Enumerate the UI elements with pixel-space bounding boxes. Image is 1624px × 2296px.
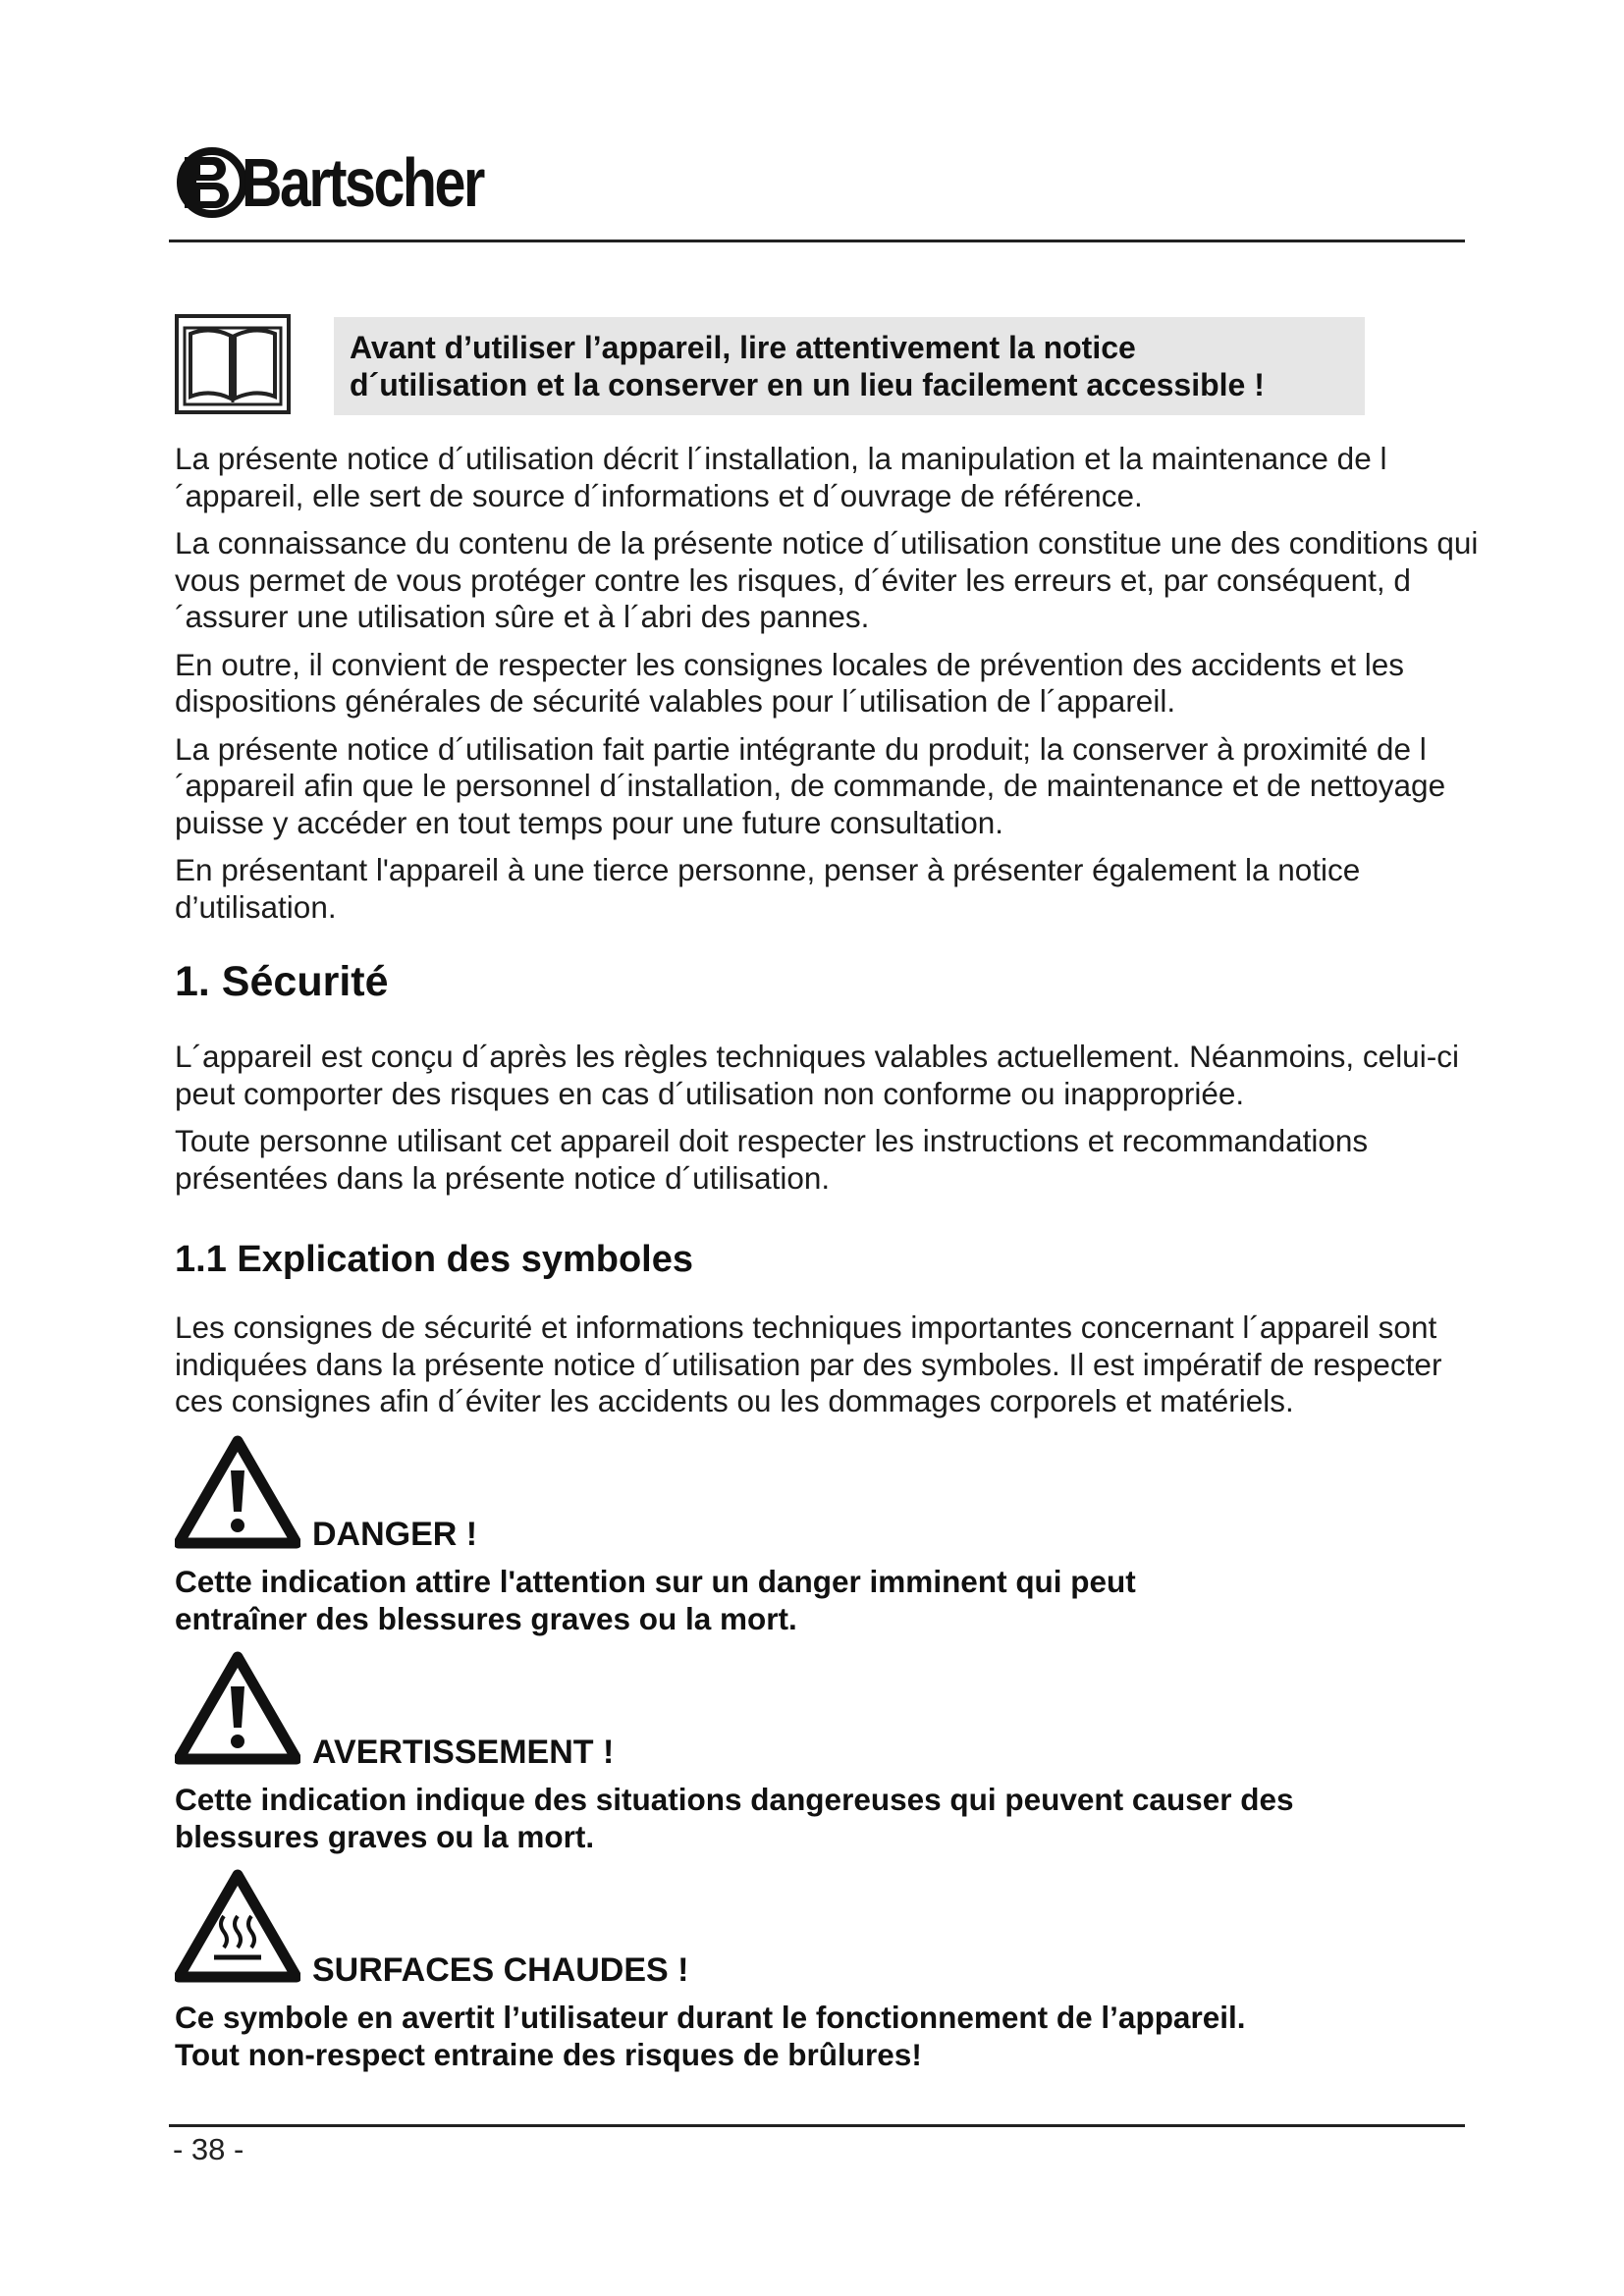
read-manual-notice [334, 317, 1365, 415]
intro-paragraph: En présentant l'appareil à une tierce personne, penser à présenter également la notice d’utilisation. [175, 852, 1361, 925]
danger-text [175, 1563, 1451, 1637]
hot-surfaces-label: SURFACES CHAUDES ! [312, 1951, 689, 1989]
brand-logo [177, 135, 536, 230]
section11-text [175, 1309, 1490, 1431]
header-rule [169, 240, 1465, 242]
notice-line-1: Avant d’utiliser l’appareil, lire attentivement la notice [350, 330, 1136, 365]
warning-line: blessures graves ou la mort. [175, 1819, 595, 1854]
section-paragraph: Toute personne utilisant cet appareil doit respecter les instructions et recommandations présentées dans la présente notice d´utilisation. [175, 1123, 1369, 1196]
warning-triangle-icon [175, 1651, 300, 1767]
intro-paragraph: En outre, il convient de respecter les consignes locales de prévention des accidents et les dispositions générales de sécurité valables pour l´utilisation de l´appareil. [175, 646, 1404, 719]
intro-paragraph: La présente notice d´utilisation fait partie intégrante du produit; la conserver à proximité de l´appareil afin que le personnel d´installation, de commande, de maintenance et de nettoyage puisse y accéder en tout temps pour une future consultation. [175, 730, 1446, 840]
warning-line: Cette indication indique des situations dangereuses qui peuvent causer des [175, 1782, 1294, 1817]
footer-rule [169, 2124, 1465, 2127]
section-paragraph: L´appareil est conçu d´après les règles techniques valables actuellement. Néanmoins, celui-ci peut comporter des risques en cas d´utilisation non conforme ou inappropriée. [175, 1039, 1459, 1111]
intro-text [175, 441, 1490, 936]
brand-name: Bartscher [242, 144, 483, 221]
warning-line: entraîner des blessures graves ou la mort. [175, 1601, 797, 1636]
page-number: - 38 - [173, 2132, 244, 2166]
warning-line: Cette indication attire l'attention sur un danger imminent qui peut [175, 1564, 1136, 1599]
hot-surfaces-text [175, 1999, 1451, 2073]
section-paragraph: Les consignes de sécurité et informations techniques importantes concernant l´appareil sont indiquées dans la présente notice d´utilisation par des symboles. Il est impératif de respecter ces consignes afin d´éviter les accidents ou les dommages corporels et matériels. [175, 1309, 1442, 1418]
avertissement-text [175, 1781, 1451, 1855]
intro-paragraph: La présente notice d´utilisation décrit l´installation, la manipulation et la maintenance de l´appareil, elle sert de source d´informations et d´ouvrage de référence. [175, 441, 1387, 513]
danger-label: DANGER ! [312, 1516, 478, 1553]
hot-surface-icon [175, 1869, 300, 1985]
warning-line: Ce symbole en avertit l’utilisateur durant le fonctionnement de l’appareil. [175, 2000, 1246, 2035]
warning-line: Tout non-respect entraine des risques de brûlures! [175, 2037, 922, 2072]
avertissement-label: AVERTISSEMENT ! [312, 1734, 615, 1771]
intro-paragraph: La connaissance du contenu de la présente notice d´utilisation constitue une des conditions qui vous permet de vous protéger contre les risques, d´éviter les erreurs et, par conséquent, d´assurer une utilisation sûre et à l´abri des pannes. [175, 525, 1479, 634]
section-title: 1. Sécurité [175, 958, 389, 1005]
section1-text [175, 1039, 1490, 1207]
book-icon [175, 314, 291, 414]
subsection-title: 1.1 Explication des symboles [175, 1239, 693, 1280]
bartscher-b-icon [177, 143, 245, 222]
notice-line-2: d´utilisation et la conserver en un lieu facilement accessible ! [350, 367, 1265, 402]
warning-triangle-icon [175, 1435, 300, 1551]
